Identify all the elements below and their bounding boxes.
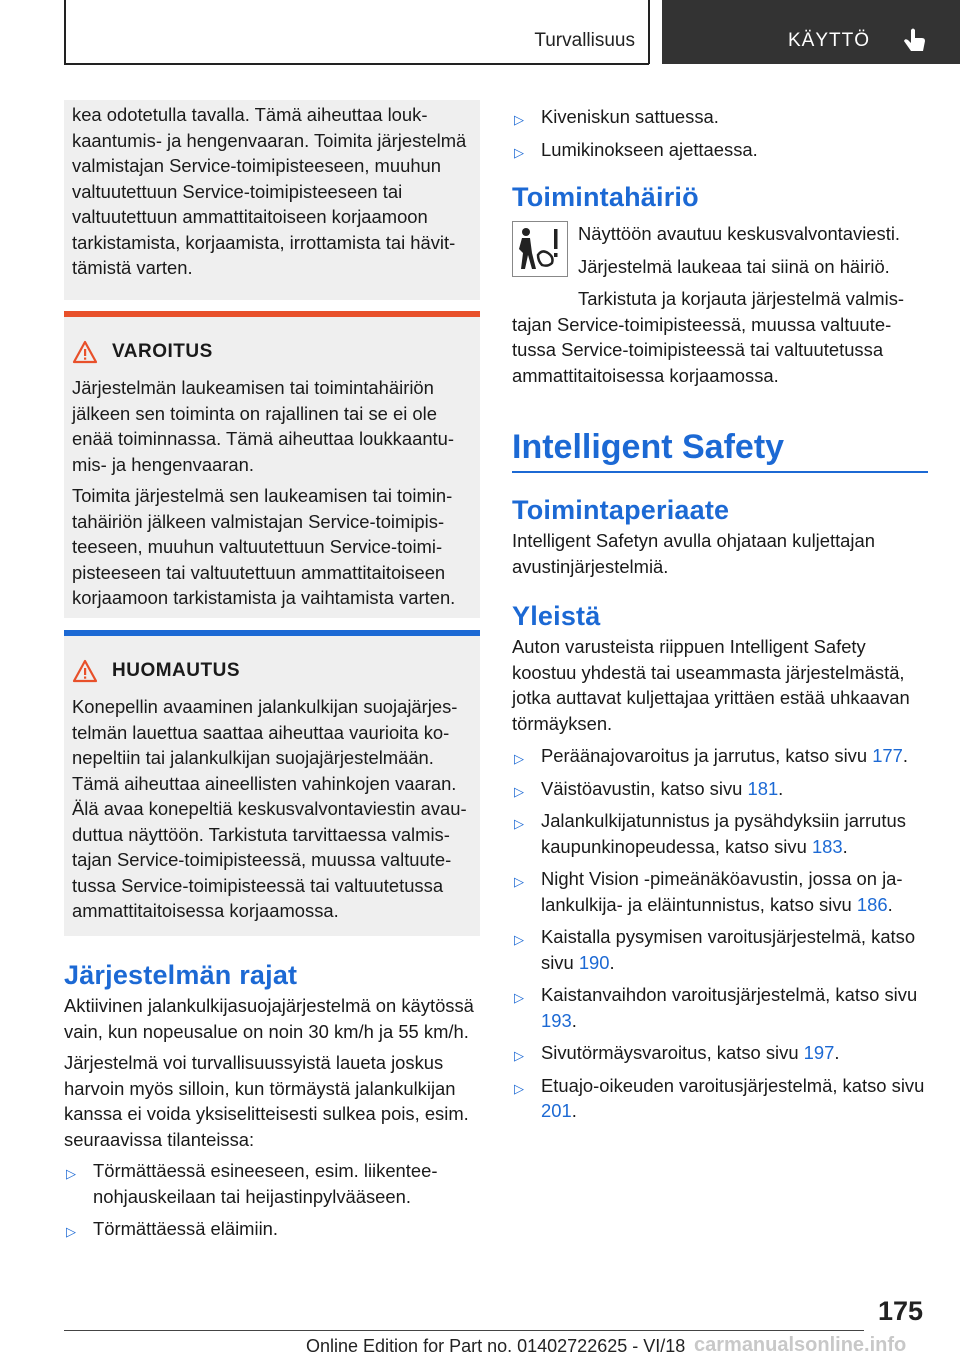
bullet-triangle-icon: ▷ (514, 783, 524, 799)
list-item: ▷ Peräänajovaroitus ja jarrutus, katso sivu 177. (512, 743, 928, 769)
page-number: 175 (878, 1296, 924, 1326)
list-item: ▷ Sivutörmäysvaroitus, katso sivu 197. (512, 1040, 928, 1066)
header-section-title: Turvallisuus (534, 30, 635, 51)
warning-paragraph: Järjestelmän laukeamisen tai toimintahäiriön jälkeen sen toiminta on rajallinen tai se ei ole enää toiminnassa. Tämä aiheuttaa loukkaantumis- ja hengenvaaran. (72, 377, 455, 475)
systems-list (512, 743, 928, 1124)
malfunction-section (512, 219, 928, 388)
warning-title: VAROITUS (112, 341, 213, 362)
bullet-triangle-icon: ▷ (514, 751, 524, 766)
header-left-rule (64, 0, 66, 64)
limits-list (64, 1158, 480, 1242)
malfunction-heading: Toimintahäiriö (512, 182, 699, 212)
system-limits-heading: Järjestelmän rajat (64, 960, 298, 990)
pedestrian-warning-icon (512, 221, 568, 277)
notice-paragraph: Konepellin avaaminen jalankulkijan suojajärjestelmän lauettua saattaa aiheuttaa vaurioita konepeltiin tai jalankulkijan suojajärjestelmään. Tämä aiheuttaa aineellisten vahinkojen vaaran. Älä avaa konepeltiä keskusvalvontaviestin avauduttua näyttöön. Tarkistuta tarvittaessa valmistajan Service-toimipisteessä, muussa valtuutetussa Service-toimipisteessä tai valtuutetussa ammattitaitoisessa korjaamossa. (72, 696, 467, 921)
header-chapter-label: KÄYTTÖ (788, 30, 871, 51)
notice-triangle-icon (72, 659, 98, 683)
malfunction-instruction: Tarkistuta ja korjauta järjestelmä valmistajan Service-toimipisteessä, muussa valtuutetussa Service-toimipisteessä tai valtuutetussa ammattitaitoisessa korjaamossa. (512, 288, 905, 386)
list-item: ▷ Etuajo-oikeuden varoitusjärjestelmä, katso sivu 201. (514, 1074, 925, 1121)
page-link[interactable]: 190 (578, 951, 610, 973)
continued-warning-text: kea odotetulla tavalla. Tämä aiheuttaa loukkaantumis- ja hengenvaaran. Toimita järjestelmä valmistajan Service-toimipisteeseen, muuhun valtuutettuun Service-toimipisteeseen tai valtuutettuun ammattitaitoiseen korjaamoon tarkistamista, korjaamista, irrottamista tai hävittämistä varten. (72, 104, 467, 278)
page-link[interactable]: 177 (872, 745, 903, 766)
bullet-triangle-icon: ▷ (66, 1224, 76, 1239)
bullet-triangle-icon: ▷ (514, 144, 524, 160)
chapter-title: Intelligent Safety (512, 428, 785, 466)
bullet-triangle-icon: ▷ (514, 932, 524, 947)
bullet-triangle-icon: ▷ (66, 1166, 76, 1181)
list-item: ▷ Lumikinokseen ajettaessa. (512, 137, 928, 163)
page-link[interactable]: 201 (541, 1100, 572, 1121)
list-item: ▷ Kaistanvaihdon varoitusjärjestelmä, katso sivu 193. (514, 984, 918, 1031)
right-column (512, 104, 928, 1124)
hand-pointer-icon (902, 27, 928, 55)
list-item: ▷ Night Vision -pimeänäköavustin, jossa on jalankulkija- ja eläintunnistus, katso sivu 186. (514, 868, 903, 915)
footer-edition: Online Edition for Part no. 01402722625 - VI/18 (306, 1336, 686, 1356)
chapter-rule (512, 471, 928, 473)
principle-text: Intelligent Safetyn avulla ohjataan kuljettajan avustinjärjestelmiä. (512, 530, 875, 577)
malfunction-line: Järjestelmä laukeaa tai siinä on häiriö. (578, 255, 890, 277)
limits-paragraph: Aktiivinen jalankulkijasuojajärjestelmä on käytössä vain, kun nopeusalue on noin 30 km/h ja 55 km/h. (64, 995, 474, 1042)
malfunction-line: Näyttöön avautuu keskusvalvontaviesti. (578, 223, 901, 244)
continued-warning-box (64, 100, 480, 300)
list-item: ▷ Törmättäessä eläimiin. (64, 1216, 480, 1242)
warning-notice (64, 311, 480, 618)
bullet-triangle-icon: ▷ (514, 990, 524, 1005)
list-item: ▷ Väistöavustin, katso sivu 181. (512, 776, 928, 802)
limits-paragraph: Järjestelmä voi turvallisuussyistä laueta joskus harvoin myös silloin, kun törmäystä jalankulkijan kanssa ei voida yksiselitteisesti sulkea pois, esim. seuraavissa tilanteissa: (64, 1052, 469, 1150)
page-link[interactable]: 193 (541, 1009, 572, 1031)
footer-rule (64, 1330, 864, 1331)
header-divider (648, 0, 650, 64)
header-chapter-tab[interactable] (662, 0, 960, 64)
general-text: Auton varusteista riippuen Intelligent Safety koostuu yhdestä tai useammasta järjestelmästä, jotka auttavat kuljettajaa yrittäen estää uhkaavan törmäyksen. (512, 636, 910, 734)
bullet-triangle-icon: ▷ (514, 1080, 524, 1096)
notice-box (64, 630, 480, 936)
notice-title: HUOMAUTUS (112, 660, 240, 681)
page-link[interactable]: 186 (856, 893, 888, 915)
watermark: carmanualsonline.info (694, 1334, 907, 1356)
page-link[interactable]: 197 (803, 1042, 835, 1063)
list-item: ▷ Törmättäessä esineeseen, esim. liikenteenohjauskeilaan tai heijastinpylvääseen. (66, 1160, 438, 1207)
page-link[interactable]: 181 (747, 777, 779, 799)
warning-paragraph: Toimita järjestelmä sen laukeamisen tai toimintahäiriön jälkeen valmistajan Service-toimipisteeseen, muuhun valtuutettuun Service-toimipisteeseen tai valtuutettuun ammattitaitoiseen korjaamoon tarkistamista ja vaihtamista varten. (72, 485, 456, 608)
bullet-triangle-icon: ▷ (514, 112, 524, 127)
general-heading: Yleistä (512, 601, 601, 631)
header-bottom-rule (64, 63, 649, 65)
principle-heading: Toimintaperiaate (512, 495, 730, 525)
bullet-triangle-icon: ▷ (514, 1048, 524, 1063)
bullet-triangle-icon: ▷ (514, 816, 524, 831)
warning-triangle-icon (72, 340, 98, 364)
bullet-triangle-icon: ▷ (514, 874, 524, 889)
continued-list (512, 104, 928, 162)
list-item: ▷ Kaistalla pysymisen varoitusjärjestelmä, katso sivu 190. (514, 926, 916, 973)
list-item: ▷ Kiveniskun sattuessa. (512, 104, 928, 130)
list-item: ▷ Jalankulkijatunnistus ja pysähdyksiin jarrutus kaupunkinopeudessa, katso sivu 183. (514, 810, 906, 857)
page-link[interactable]: 183 (811, 835, 843, 857)
left-column (64, 100, 480, 1242)
